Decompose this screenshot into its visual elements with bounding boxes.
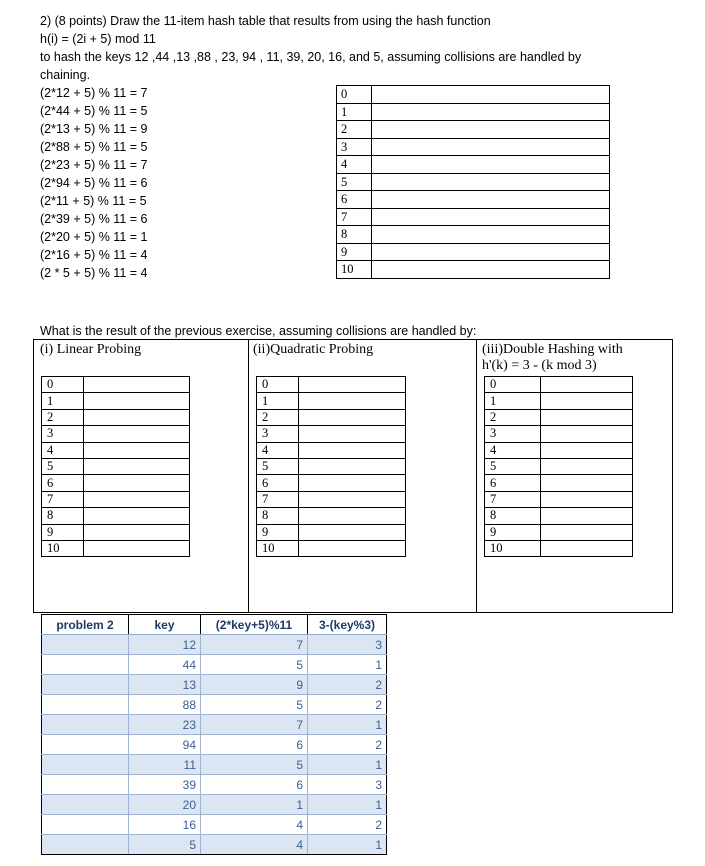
slot-value[interactable]	[84, 491, 190, 507]
sheet-cell[interactable]: 39	[129, 775, 201, 795]
slot-value[interactable]	[299, 393, 406, 409]
slot-index: 2	[337, 121, 372, 139]
slot-index: 8	[257, 508, 299, 524]
sheet-row	[42, 735, 387, 755]
slot-index: 4	[257, 442, 299, 458]
calc-line: (2 * 5 + 5) % 11 = 4	[40, 266, 148, 280]
slot-index: 0	[257, 377, 299, 393]
sheet-header: 3-(key%3)	[308, 615, 387, 635]
slot-index: 0	[337, 86, 372, 104]
sheet-header: (2*key+5)%11	[201, 615, 308, 635]
sheet-cell[interactable]	[42, 655, 129, 675]
slot-index: 3	[257, 426, 299, 442]
slot-value[interactable]	[299, 409, 406, 425]
calc-line: (2*16 + 5) % 11 = 4	[40, 248, 148, 262]
calc-line: (2*39 + 5) % 11 = 6	[40, 212, 148, 226]
sheet-cell[interactable]: 11	[129, 755, 201, 775]
slot-index: 7	[337, 208, 372, 226]
slot-value[interactable]	[299, 458, 406, 474]
column-divider	[476, 339, 477, 612]
slot-index: 10	[485, 540, 541, 556]
slot-index: 7	[257, 491, 299, 507]
sheet-cell[interactable]: 94	[129, 735, 201, 755]
calc-line: (2*88 + 5) % 11 = 5	[40, 140, 148, 154]
slot-index: 2	[485, 409, 541, 425]
sheet-cell[interactable]	[42, 635, 129, 655]
slot-value[interactable]	[372, 173, 610, 191]
sheet-cell[interactable]: 2	[308, 815, 387, 835]
sheet-row	[42, 695, 387, 715]
sheet-row	[42, 715, 387, 735]
double-hashing-formula: h'(k) = 3 - (k mod 3)	[482, 358, 597, 373]
sheet-row	[42, 815, 387, 835]
sheet-cell[interactable]: 7	[201, 635, 308, 655]
slot-value[interactable]	[372, 156, 610, 174]
sheet-cell[interactable]: 9	[201, 675, 308, 695]
sheet-row	[42, 795, 387, 815]
slot-value[interactable]	[541, 426, 633, 442]
sheet-cell[interactable]	[42, 695, 129, 715]
slot-value[interactable]	[541, 475, 633, 491]
sheet-cell[interactable]: 13	[129, 675, 201, 695]
sheet-body	[42, 635, 387, 855]
slot-value[interactable]	[541, 377, 633, 393]
sheet-cell[interactable]: 1	[308, 655, 387, 675]
slot-value[interactable]	[541, 540, 633, 556]
calc-line: (2*13 + 5) % 11 = 9	[40, 122, 148, 136]
slot-index: 1	[257, 393, 299, 409]
quadratic-probing-title: (ii)Quadratic Probing	[253, 342, 374, 357]
sheet-cell[interactable]: 3	[308, 635, 387, 655]
sheet-cell[interactable]: 2	[308, 675, 387, 695]
slot-index: 4	[485, 442, 541, 458]
slot-index: 2	[42, 409, 84, 425]
slot-index: 6	[257, 475, 299, 491]
slot-index: 10	[337, 261, 372, 279]
sheet-header: key	[129, 615, 201, 635]
column-divider	[248, 339, 249, 612]
slot-index: 10	[42, 540, 84, 556]
slot-index: 9	[337, 243, 372, 261]
slot-value[interactable]	[84, 442, 190, 458]
slot-value[interactable]	[372, 226, 610, 244]
sheet-row	[42, 655, 387, 675]
slot-index: 4	[42, 442, 84, 458]
sheet-cell[interactable]: 44	[129, 655, 201, 675]
sheet-row	[42, 775, 387, 795]
problem-line-4: chaining.	[40, 68, 91, 82]
slot-index: 9	[42, 524, 84, 540]
slot-value[interactable]	[299, 475, 406, 491]
sheet-cell[interactable]	[42, 835, 129, 855]
problem-line-1: 2) (8 points) Draw the 11-item hash table that results from using the hash function	[40, 14, 491, 28]
calc-line: (2*20 + 5) % 11 = 1	[40, 230, 148, 244]
sheet-cell[interactable]: 5	[129, 835, 201, 855]
slot-index: 2	[257, 409, 299, 425]
slot-index: 6	[42, 475, 84, 491]
slot-index: 3	[337, 138, 372, 156]
calc-line: (2*11 + 5) % 11 = 5	[40, 194, 147, 208]
sheet-row	[42, 835, 387, 855]
sheet-cell[interactable]: 1	[201, 795, 308, 815]
sheet-cell[interactable]	[42, 675, 129, 695]
sheet-cell[interactable]: 16	[129, 815, 201, 835]
slot-index: 7	[485, 491, 541, 507]
sheet-cell[interactable]: 5	[201, 695, 308, 715]
slot-index: 9	[257, 524, 299, 540]
sheet-cell[interactable]	[42, 735, 129, 755]
sheet-cell[interactable]: 2	[308, 695, 387, 715]
linear-probing-table	[41, 376, 190, 557]
slot-value[interactable]	[372, 86, 610, 104]
slot-value[interactable]	[372, 243, 610, 261]
slot-value[interactable]	[541, 409, 633, 425]
sheet-cell[interactable]: 1	[308, 795, 387, 815]
slot-value[interactable]	[84, 458, 190, 474]
slot-value[interactable]	[299, 524, 406, 540]
slot-index: 5	[257, 458, 299, 474]
slot-index: 3	[42, 426, 84, 442]
slot-index: 10	[257, 540, 299, 556]
slot-index: 8	[337, 226, 372, 244]
slot-value[interactable]	[372, 138, 610, 156]
slot-index: 4	[337, 156, 372, 174]
sheet-row	[42, 675, 387, 695]
slot-value[interactable]	[372, 121, 610, 139]
slot-index: 5	[42, 458, 84, 474]
sheet-cell[interactable]	[42, 755, 129, 775]
quadratic-probing-table	[256, 376, 406, 557]
problem-line-3: to hash the keys 12 ,44 ,13 ,88 , 23, 94 , 11, 39, 20, 16, and 5, assuming collisions are handled by	[40, 50, 582, 64]
sheet-cell[interactable]: 12	[129, 635, 201, 655]
hash-values-sheet	[41, 614, 387, 855]
slot-value[interactable]	[84, 524, 190, 540]
sheet-cell[interactable]: 1	[308, 715, 387, 735]
slot-value[interactable]	[372, 208, 610, 226]
slot-index: 1	[337, 103, 372, 121]
slot-value[interactable]	[299, 540, 406, 556]
second-question: What is the result of the previous exercise, assuming collisions are handled by:	[40, 324, 477, 338]
calc-line: (2*94 + 5) % 11 = 6	[40, 176, 148, 190]
slot-value[interactable]	[541, 458, 633, 474]
slot-index: 6	[485, 475, 541, 491]
sheet-row	[42, 755, 387, 775]
chaining-hash-table	[336, 85, 610, 279]
linear-probing-title: (i) Linear Probing	[40, 342, 142, 357]
sheet-cell[interactable]: 6	[201, 735, 308, 755]
slot-value[interactable]	[299, 426, 406, 442]
sheet-cell[interactable]: 4	[201, 835, 308, 855]
sheet-cell[interactable]: 1	[308, 755, 387, 775]
slot-index: 7	[42, 491, 84, 507]
slot-value[interactable]	[84, 508, 190, 524]
calc-line: (2*23 + 5) % 11 = 7	[40, 158, 148, 172]
slot-index: 8	[42, 508, 84, 524]
slot-value[interactable]	[84, 409, 190, 425]
sheet-header: problem 2	[42, 615, 129, 635]
sheet-cell[interactable]: 3	[308, 775, 387, 795]
double-hashing-table	[484, 376, 633, 557]
double-hashing-title: (iii)Double Hashing with	[482, 342, 623, 357]
slot-value[interactable]	[541, 491, 633, 507]
sheet-cell[interactable]: 7	[201, 715, 308, 735]
slot-value[interactable]	[541, 524, 633, 540]
sheet-cell[interactable]: 4	[201, 815, 308, 835]
slot-value[interactable]	[299, 377, 406, 393]
sheet-cell[interactable]: 2	[308, 735, 387, 755]
slot-index: 5	[485, 458, 541, 474]
slot-index: 1	[42, 393, 84, 409]
slot-value[interactable]	[84, 377, 190, 393]
slot-value[interactable]	[299, 442, 406, 458]
slot-value[interactable]	[372, 261, 610, 279]
slot-index: 5	[337, 173, 372, 191]
slot-value[interactable]	[84, 540, 190, 556]
sheet-cell[interactable]: 5	[201, 755, 308, 775]
problem-line-2: h(i) = (2i + 5) mod 11	[40, 32, 156, 46]
calc-line: (2*44 + 5) % 11 = 5	[40, 104, 148, 118]
slot-value[interactable]	[541, 393, 633, 409]
sheet-cell[interactable]: 20	[129, 795, 201, 815]
slot-value[interactable]	[84, 393, 190, 409]
slot-value[interactable]	[372, 191, 610, 209]
sheet-cell[interactable]	[42, 775, 129, 795]
slot-index: 0	[42, 377, 84, 393]
slot-value[interactable]	[372, 103, 610, 121]
sheet-cell[interactable]: 5	[201, 655, 308, 675]
sheet-cell[interactable]	[42, 715, 129, 735]
slot-index: 1	[485, 393, 541, 409]
slot-value[interactable]	[541, 508, 633, 524]
sheet-cell[interactable]: 23	[129, 715, 201, 735]
slot-value[interactable]	[84, 426, 190, 442]
slot-value[interactable]	[84, 475, 190, 491]
slot-index: 3	[485, 426, 541, 442]
slot-index: 6	[337, 191, 372, 209]
slot-value[interactable]	[299, 491, 406, 507]
slot-index: 9	[485, 524, 541, 540]
sheet-cell[interactable]	[42, 795, 129, 815]
sheet-cell[interactable]: 6	[201, 775, 308, 795]
sheet-cell[interactable]: 88	[129, 695, 201, 715]
calc-line: (2*12 + 5) % 11 = 7	[40, 86, 148, 100]
sheet-cell[interactable]	[42, 815, 129, 835]
sheet-cell[interactable]: 1	[308, 835, 387, 855]
slot-index: 0	[485, 377, 541, 393]
slot-value[interactable]	[541, 442, 633, 458]
slot-value[interactable]	[299, 508, 406, 524]
slot-index: 8	[485, 508, 541, 524]
sheet-row	[42, 635, 387, 655]
